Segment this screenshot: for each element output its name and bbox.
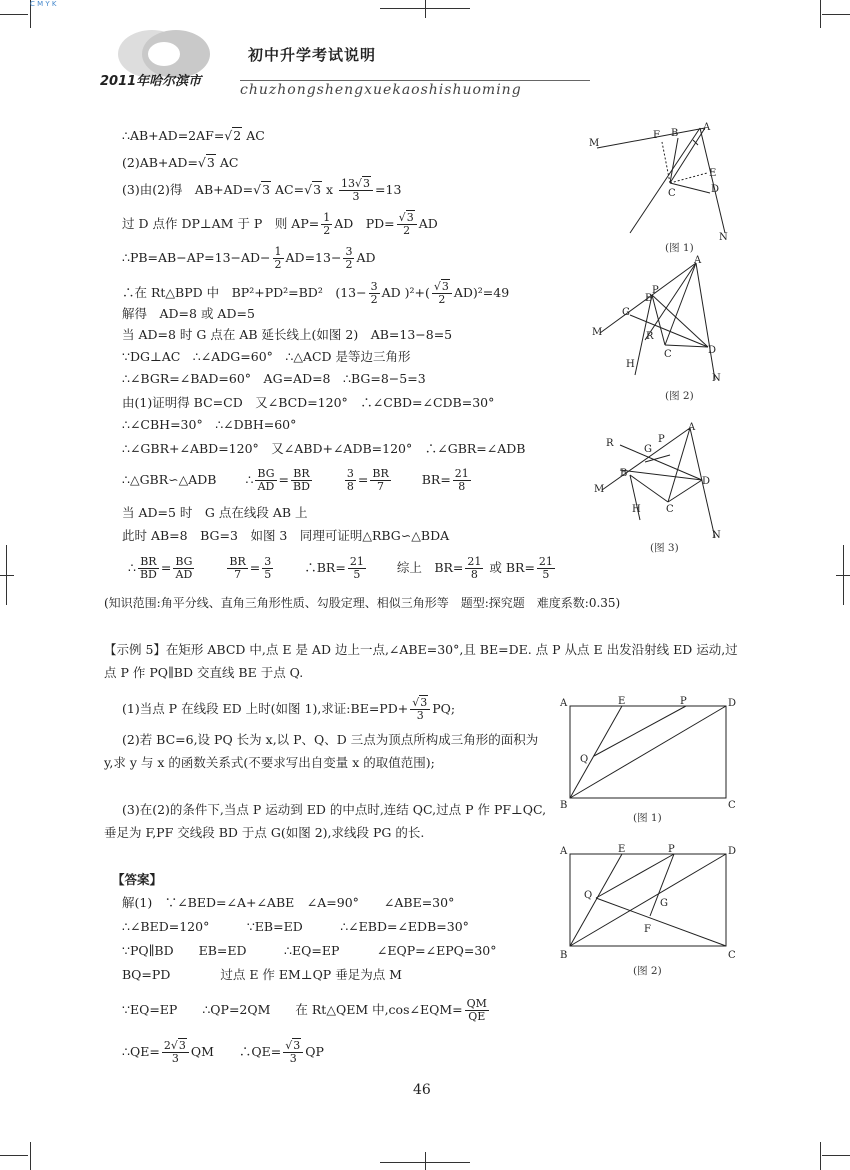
- svg-text:D: D: [728, 846, 737, 857]
- crop-mark: [820, 0, 821, 28]
- svg-text:N: N: [719, 232, 728, 243]
- svg-text:B: B: [560, 950, 568, 961]
- svg-text:C: C: [664, 349, 672, 360]
- svg-text:P: P: [668, 844, 675, 855]
- crop-mark: [380, 1162, 470, 1163]
- question-3: (3)在(2)的条件下,当点 P 运动到 ED 的中点时,连结 QC,过点 P 作 PF⊥QC,垂足为 F,PF 交线段 BD 于点 G(如图 2),求线段 PG 的长.: [104, 802, 547, 840]
- svg-text:A: A: [694, 255, 702, 266]
- knowledge-note: (知识范围:角平分线、直角三角形性质、勾股定理、相似三角形等 题型:探究题 难度系数:0.35): [104, 596, 621, 610]
- answer-label: 【答案】: [112, 872, 163, 887]
- page-number: 46: [413, 1082, 431, 1098]
- svg-text:A: A: [560, 698, 568, 709]
- svg-text:F: F: [644, 924, 651, 935]
- crop-mark: [0, 575, 14, 576]
- crop-mark: [0, 14, 28, 15]
- solution-line-1: ∴AB+AD=2AF=√2 AC: [122, 128, 265, 143]
- svg-text:C: C: [728, 950, 736, 961]
- crop-mark: [822, 1155, 850, 1156]
- svg-text:A: A: [688, 422, 696, 433]
- solution-line-2: (2)AB+AD=√3 AC: [122, 155, 239, 170]
- svg-text:D: D: [728, 698, 737, 709]
- crop-mark: [425, 0, 426, 18]
- svg-text:B: B: [645, 293, 653, 304]
- solution-line-9: ∵DG⊥AC ∴∠ADG=60° ∴△ACD 是等边三角形: [122, 349, 411, 364]
- svg-text:C: C: [666, 504, 674, 515]
- crop-mark: [820, 1142, 821, 1170]
- answer-line-4: BQ=PD 过点 E 作 EM⊥QP 垂足为点 M: [122, 967, 402, 982]
- figure-3-caption: (图 3): [650, 542, 679, 554]
- example-problem: 【示例 5】在矩形 ABCD 中,点 E 是 AD 边上一点,∠ABE=30°,且 BE=DE. 点 P 从点 E 出发沿射线 ED 运动,过点 P 作 PQ∥BD 交直线 BE 于点 Q.: [104, 642, 738, 680]
- solution-line-11: 由(1)证明得 BC=CD 又∠BCD=120° ∴∠CBD=∠CDB=30°: [122, 395, 495, 410]
- rectangle-figure-2: [556, 840, 746, 965]
- svg-text:H: H: [626, 359, 635, 370]
- svg-text:M: M: [592, 327, 603, 338]
- solution-line-15: 当 AD=5 时 G 点在线段 AB 上: [122, 505, 308, 520]
- rectangle-figure-1: [556, 694, 746, 814]
- svg-text:N: N: [712, 530, 721, 541]
- svg-text:P: P: [658, 434, 665, 445]
- solution-line-7: 解得 AD=8 或 AD=5: [122, 306, 255, 321]
- svg-text:P: P: [652, 285, 659, 296]
- header-year: 2011年哈尔滨市: [100, 74, 202, 89]
- svg-text:B: B: [671, 128, 679, 139]
- crop-mark: [30, 1142, 31, 1170]
- svg-text:P: P: [680, 696, 687, 707]
- svg-text:A: A: [703, 122, 711, 133]
- svg-text:G: G: [644, 444, 652, 455]
- svg-text:E: E: [709, 168, 717, 179]
- rectangle-figure-2-caption: (图 2): [633, 965, 662, 977]
- svg-text:C: C: [668, 188, 676, 199]
- svg-text:D: D: [708, 345, 717, 356]
- figure-1-caption: (图 1): [665, 242, 694, 254]
- figure-1-diagram: [585, 118, 745, 258]
- svg-text:D: D: [711, 184, 720, 195]
- question-1: (1)当点 P 在线段 ED 上时(如图 1),求证:BE=PD+ $\frac{√3}{3}$ PQ;: [122, 696, 456, 722]
- answer-line-1: 解(1) ∵∠BED=∠A+∠ABE ∠A=90° ∠ABE=30°: [122, 895, 455, 910]
- figure-2-caption: (图 2): [665, 390, 694, 402]
- solution-line-14: ∴△GBR∽△ADB ∴ $\frac{BG}{AD}$ = $\frac{BR}{BD}$ $\frac{3}{8}$ = $\frac{BR}{7}$ BR= $\frac{21}{8}$: [122, 467, 469, 493]
- svg-text:H: H: [632, 504, 641, 515]
- solution-line-10: ∴∠BGR=∠BAD=60° AG=AD=8 ∴BG=8−5=3: [122, 371, 426, 386]
- answer-line-3: ∵PQ∥BD EB=ED ∴EQ=EP ∠EQP=∠EPQ=30°: [122, 943, 497, 958]
- solution-line-16: 此时 AB=8 BG=3 如图 3 同理可证明△RBG∽△BDA: [122, 528, 450, 543]
- svg-text:R: R: [646, 331, 654, 342]
- svg-text:B: B: [560, 800, 568, 811]
- solution-line-3: (3)由(2)得 AB+AD=√3 AC=√3 x $\frac{13√3}{3}$ =13: [122, 177, 402, 203]
- rectangle-figure-1-caption: (图 1): [633, 812, 662, 824]
- crop-mark: [836, 575, 850, 576]
- answer-line-6: ∴QE= $\frac{2√3}{3}$ QM ∴QE= $\frac{√3}{3}$ QP: [122, 1039, 324, 1065]
- svg-text:R: R: [606, 438, 614, 449]
- answer-line-2: ∴∠BED=120° ∵EB=ED ∴∠EBD=∠EDB=30°: [122, 919, 469, 934]
- answer-line-5: ∵EQ=EP ∴QP=2QM 在 Rt△QEM 中,cos∠EQM= $\frac{QM}{QE}$: [122, 997, 487, 1023]
- svg-text:F: F: [653, 130, 660, 141]
- crop-mark: [380, 8, 470, 9]
- question-2: (2)若 BC=6,设 PQ 长为 x,以 P、Q、D 三点为顶点所构成三角形的面积为 y,求 y 与 x 的函数关系式(不要求写出自变量 x 的取值范围);: [104, 732, 539, 770]
- svg-text:Q: Q: [580, 754, 589, 765]
- crop-mark: [0, 1155, 28, 1156]
- svg-text:G: G: [622, 307, 630, 318]
- figure-3-diagram: [590, 420, 740, 545]
- svg-text:M: M: [589, 138, 600, 149]
- svg-text:Q: Q: [584, 890, 593, 901]
- solution-line-6: ∴在 Rt△BPD 中 BP²+PD²=BD² (13− $\frac{3}{2}$ AD )²+( $\frac{√3}{2}$ AD)²=49: [122, 280, 510, 306]
- solution-line-4: 过 D 点作 DP⊥AM 于 P 则 AP= $\frac{1}{2}$ AD PD= $\frac{√3}{2}$ AD: [122, 211, 438, 237]
- svg-text:N: N: [712, 373, 721, 384]
- svg-text:G: G: [660, 898, 668, 909]
- svg-text:B: B: [620, 468, 628, 479]
- figure-2-diagram: [590, 255, 740, 390]
- header-pinyin: chuzhongshengxuekaoshishuoming: [240, 82, 522, 98]
- svg-text:E: E: [618, 696, 626, 707]
- solution-line-13: ∴∠GBR+∠ABD=120° 又∠ABD+∠ADB=120° ∴∠GBR=∠ADB: [122, 441, 526, 456]
- solution-line-8: 当 AD=8 时 G 点在 AB 延长线上(如图 2) AB=13−8=5: [122, 327, 453, 342]
- solution-line-17: ∴ $\frac{BR}{BD}$ = $\frac{BG}{AD}$ $\frac{BR}{7}$ = $\frac{3}{5}$ ∴BR= $\frac{21}{5}$ 综上 BR= $\frac{21}{8}$ 或 BR= $\frac{21}{5}$: [128, 555, 553, 581]
- svg-text:D: D: [702, 476, 711, 487]
- solution-line-12: ∴∠CBH=30° ∴∠DBH=60°: [122, 417, 297, 432]
- header-title: 初中升学考试说明: [248, 46, 377, 64]
- svg-text:E: E: [618, 844, 626, 855]
- crop-mark: [822, 14, 850, 15]
- crop-mark: [425, 1152, 426, 1170]
- cmyk-marker: C M Y K: [30, 0, 57, 8]
- svg-text:A: A: [560, 846, 568, 857]
- svg-text:C: C: [728, 800, 736, 811]
- solution-line-5: ∴PB=AB−AP=13−AD− $\frac{1}{2}$ AD=13− $\frac{3}{2}$ AD: [122, 245, 376, 271]
- svg-text:M: M: [594, 484, 605, 495]
